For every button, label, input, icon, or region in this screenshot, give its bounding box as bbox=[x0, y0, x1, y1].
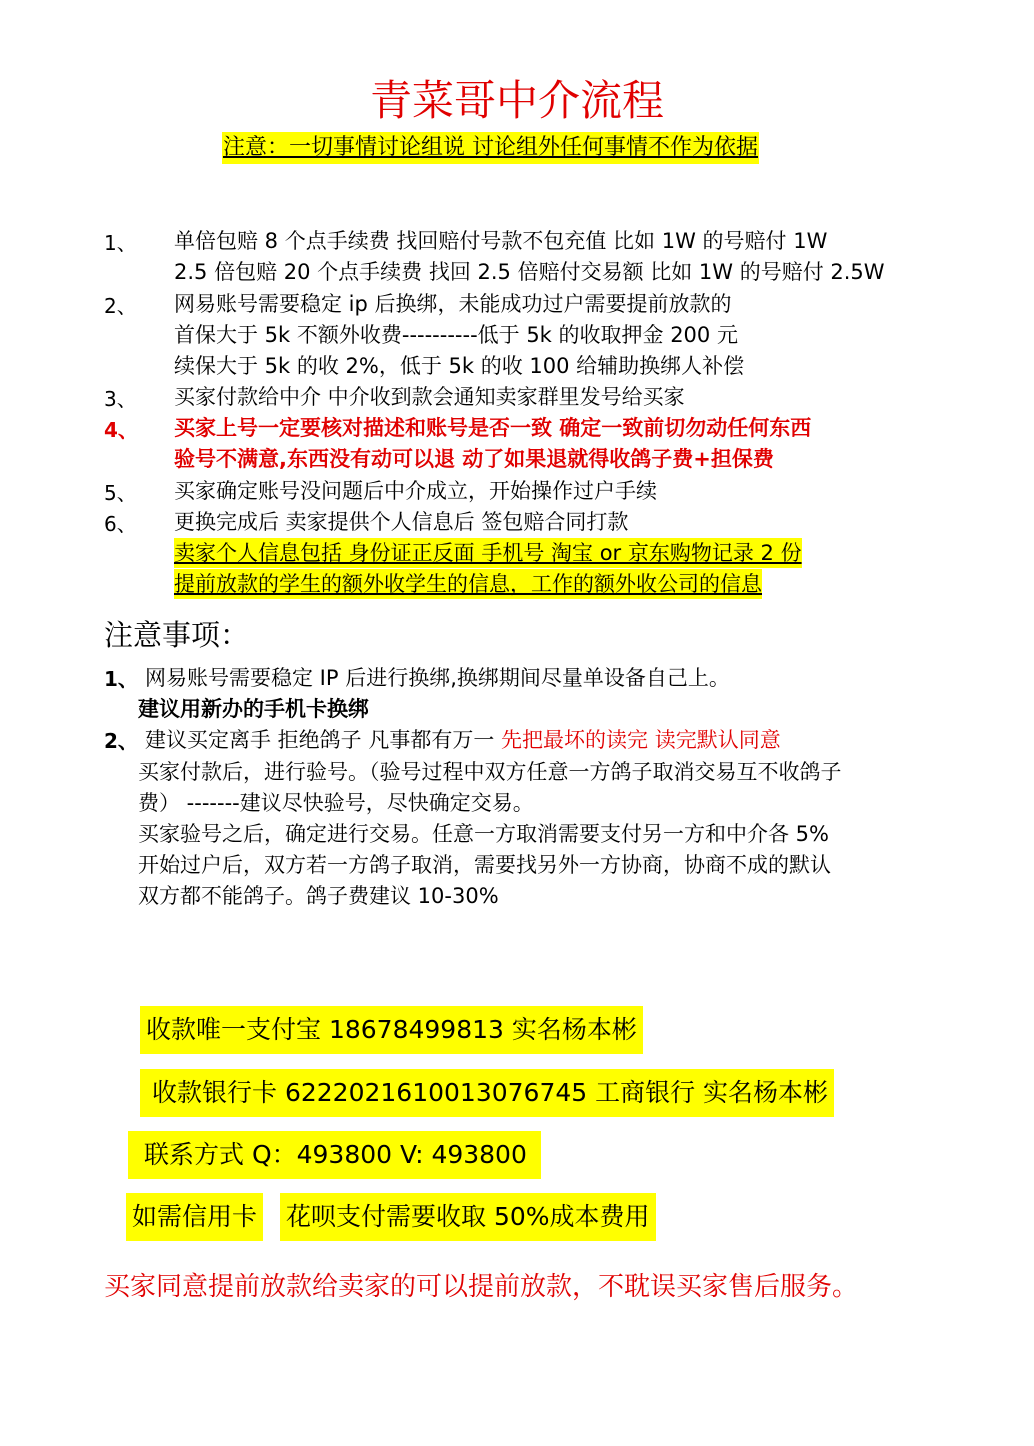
note-line: 开始过户后，双方若一方鸽子取消，需要找另外一方协商，协商不成的默认 bbox=[138, 853, 831, 877]
huabei-fee: 花呗支付需要收取 50%成本费用 bbox=[280, 1193, 656, 1241]
contact-info: 联系方式 Q：493800 V: 493800 bbox=[128, 1131, 541, 1179]
step-line: 买家付款给中介 中介收到款会通知卖家群里发号给买家 bbox=[174, 385, 685, 409]
step-line: 首保大于 5k 不额外收费----------低于 5k 的收取押金 200 元 bbox=[174, 323, 738, 347]
step-number: 2、 bbox=[104, 294, 137, 318]
page-title: 青菜哥中介流程 bbox=[369, 76, 664, 125]
note-number: 1、 bbox=[104, 667, 138, 691]
note-line: 双方都不能鸽子。鸽子费建议 10-30% bbox=[138, 884, 499, 908]
step-line: 2.5 倍包赔 20 个点手续费 找回 2.5 倍赔付交易额 比如 1W 的号赔付 2.5W bbox=[174, 260, 885, 284]
note-line: 买家付款后，进行验号。（验号过程中双方任意一方鸽子取消交易互不收鸽子 bbox=[138, 760, 842, 784]
step-line: 买家确定账号没问题后中介成立，开始操作过户手续 bbox=[174, 479, 657, 503]
step-line-warning: 验号不满意,东西没有动可以退 动了如果退就得收鸽子费+担保费 bbox=[174, 447, 774, 471]
step-line: 网易账号需要稳定 ip 后换绑，未能成功过户需要提前放款的 bbox=[174, 292, 732, 316]
step-line: 更换完成后 卖家提供个人信息后 签包赔合同打款 bbox=[174, 510, 629, 534]
step-number: 3、 bbox=[104, 387, 137, 411]
alipay-info: 收款唯一支付宝 18678499813 实名杨本彬 bbox=[140, 1006, 643, 1054]
note-line: 买家验号之后，确定进行交易。任意一方取消需要支付另一方和中介各 5% bbox=[138, 822, 829, 846]
note-warning: 先把最坏的读完 读完默认同意 bbox=[501, 728, 781, 752]
step-number: 4、 bbox=[104, 418, 138, 442]
step-line-highlight: 提前放款的学生的额外收学生的信息，工作的额外收公司的信息 bbox=[174, 569, 762, 599]
notice-banner: 注意：一切事情讨论组说 讨论组外任何事情不作为依据 bbox=[222, 132, 759, 164]
note-text: 建议买定离手 拒绝鸽子 凡事都有万一 bbox=[145, 728, 502, 752]
note-line-bold: 建议用新办的手机卡换绑 bbox=[138, 697, 369, 721]
step-line-highlight: 卖家个人信息包括 身份证正反面 手机号 淘宝 or 京东购物记录 2 份 bbox=[174, 538, 802, 568]
step-line: 单倍包赔 8 个点手续费 找回赔付号款不包充值 比如 1W 的号赔付 1W bbox=[174, 229, 828, 253]
step-number: 6、 bbox=[104, 512, 137, 536]
step-line: 续保大于 5k 的收 2%，低于 5k 的收 100 给辅助换绑人补偿 bbox=[174, 354, 745, 378]
note-line: 网易账号需要稳定 IP 后进行换绑,换绑期间尽量单设备自己上。 bbox=[145, 666, 730, 690]
bank-info: 收款银行卡 6222021610013076745 工商银行 实名杨本彬 bbox=[140, 1069, 834, 1117]
step-number: 5、 bbox=[104, 481, 137, 505]
step-line-warning: 买家上号一定要核对描述和账号是否一致 确定一致前切勿动任何东西 bbox=[174, 416, 812, 440]
footer-note: 买家同意提前放款给卖家的可以提前放款，不耽误买家售后服务。 bbox=[104, 1272, 859, 1302]
section-title: 注意事项： bbox=[104, 618, 250, 652]
note-line bbox=[145, 725, 781, 755]
credit-card-label: 如需信用卡 bbox=[126, 1193, 263, 1241]
note-line: 费） -------建议尽快验号，尽快确定交易。 bbox=[138, 791, 534, 815]
step-number: 1、 bbox=[104, 231, 137, 255]
note-number: 2、 bbox=[104, 729, 138, 753]
